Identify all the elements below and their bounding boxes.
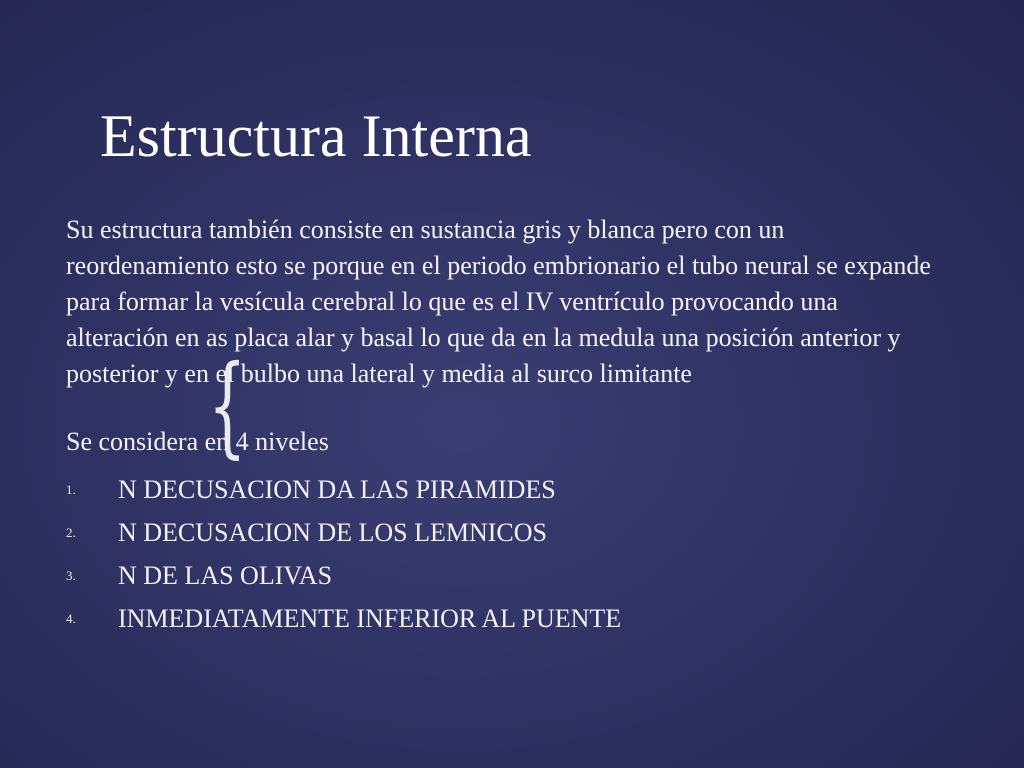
slide-title: Estructura Interna [100, 103, 532, 169]
list-item-text: N DECUSACION DE LOS LEMNICOS [118, 518, 548, 547]
list-item-number: 4. [66, 611, 76, 626]
levels-list [66, 468, 966, 640]
body-paragraph: Su estructura también consiste en sustancia gris y blanca pero con un reordenamiento esto se porque en el periodo embrionario el tubo neural se expande para formar la vesícula cerebral lo que es el IV ventrículo provocando una alteración en as placa alar y basal lo que da en la medula una posición anterior y posterior y en el bulbo una lateral y media al surco limitante [66, 215, 931, 388]
brace-ornament: { [208, 341, 247, 469]
list-item-number: 3. [66, 568, 76, 583]
list-item-number: 2. [66, 525, 76, 540]
list-item-number: 1. [66, 482, 76, 497]
list-item-text: N DECUSACION DA LAS PIRAMIDES [118, 475, 556, 504]
slide-content [66, 212, 966, 640]
list-item [66, 511, 966, 554]
list-item [66, 468, 966, 511]
list-item-text: N DE LAS OLIVAS [118, 561, 333, 590]
list-item-text: INMEDIATAMENTE INFERIOR AL PUENTE [118, 604, 622, 633]
list-item [66, 597, 966, 640]
list-item [66, 554, 966, 597]
levels-intro: Se considera en 4 niveles [66, 427, 329, 456]
